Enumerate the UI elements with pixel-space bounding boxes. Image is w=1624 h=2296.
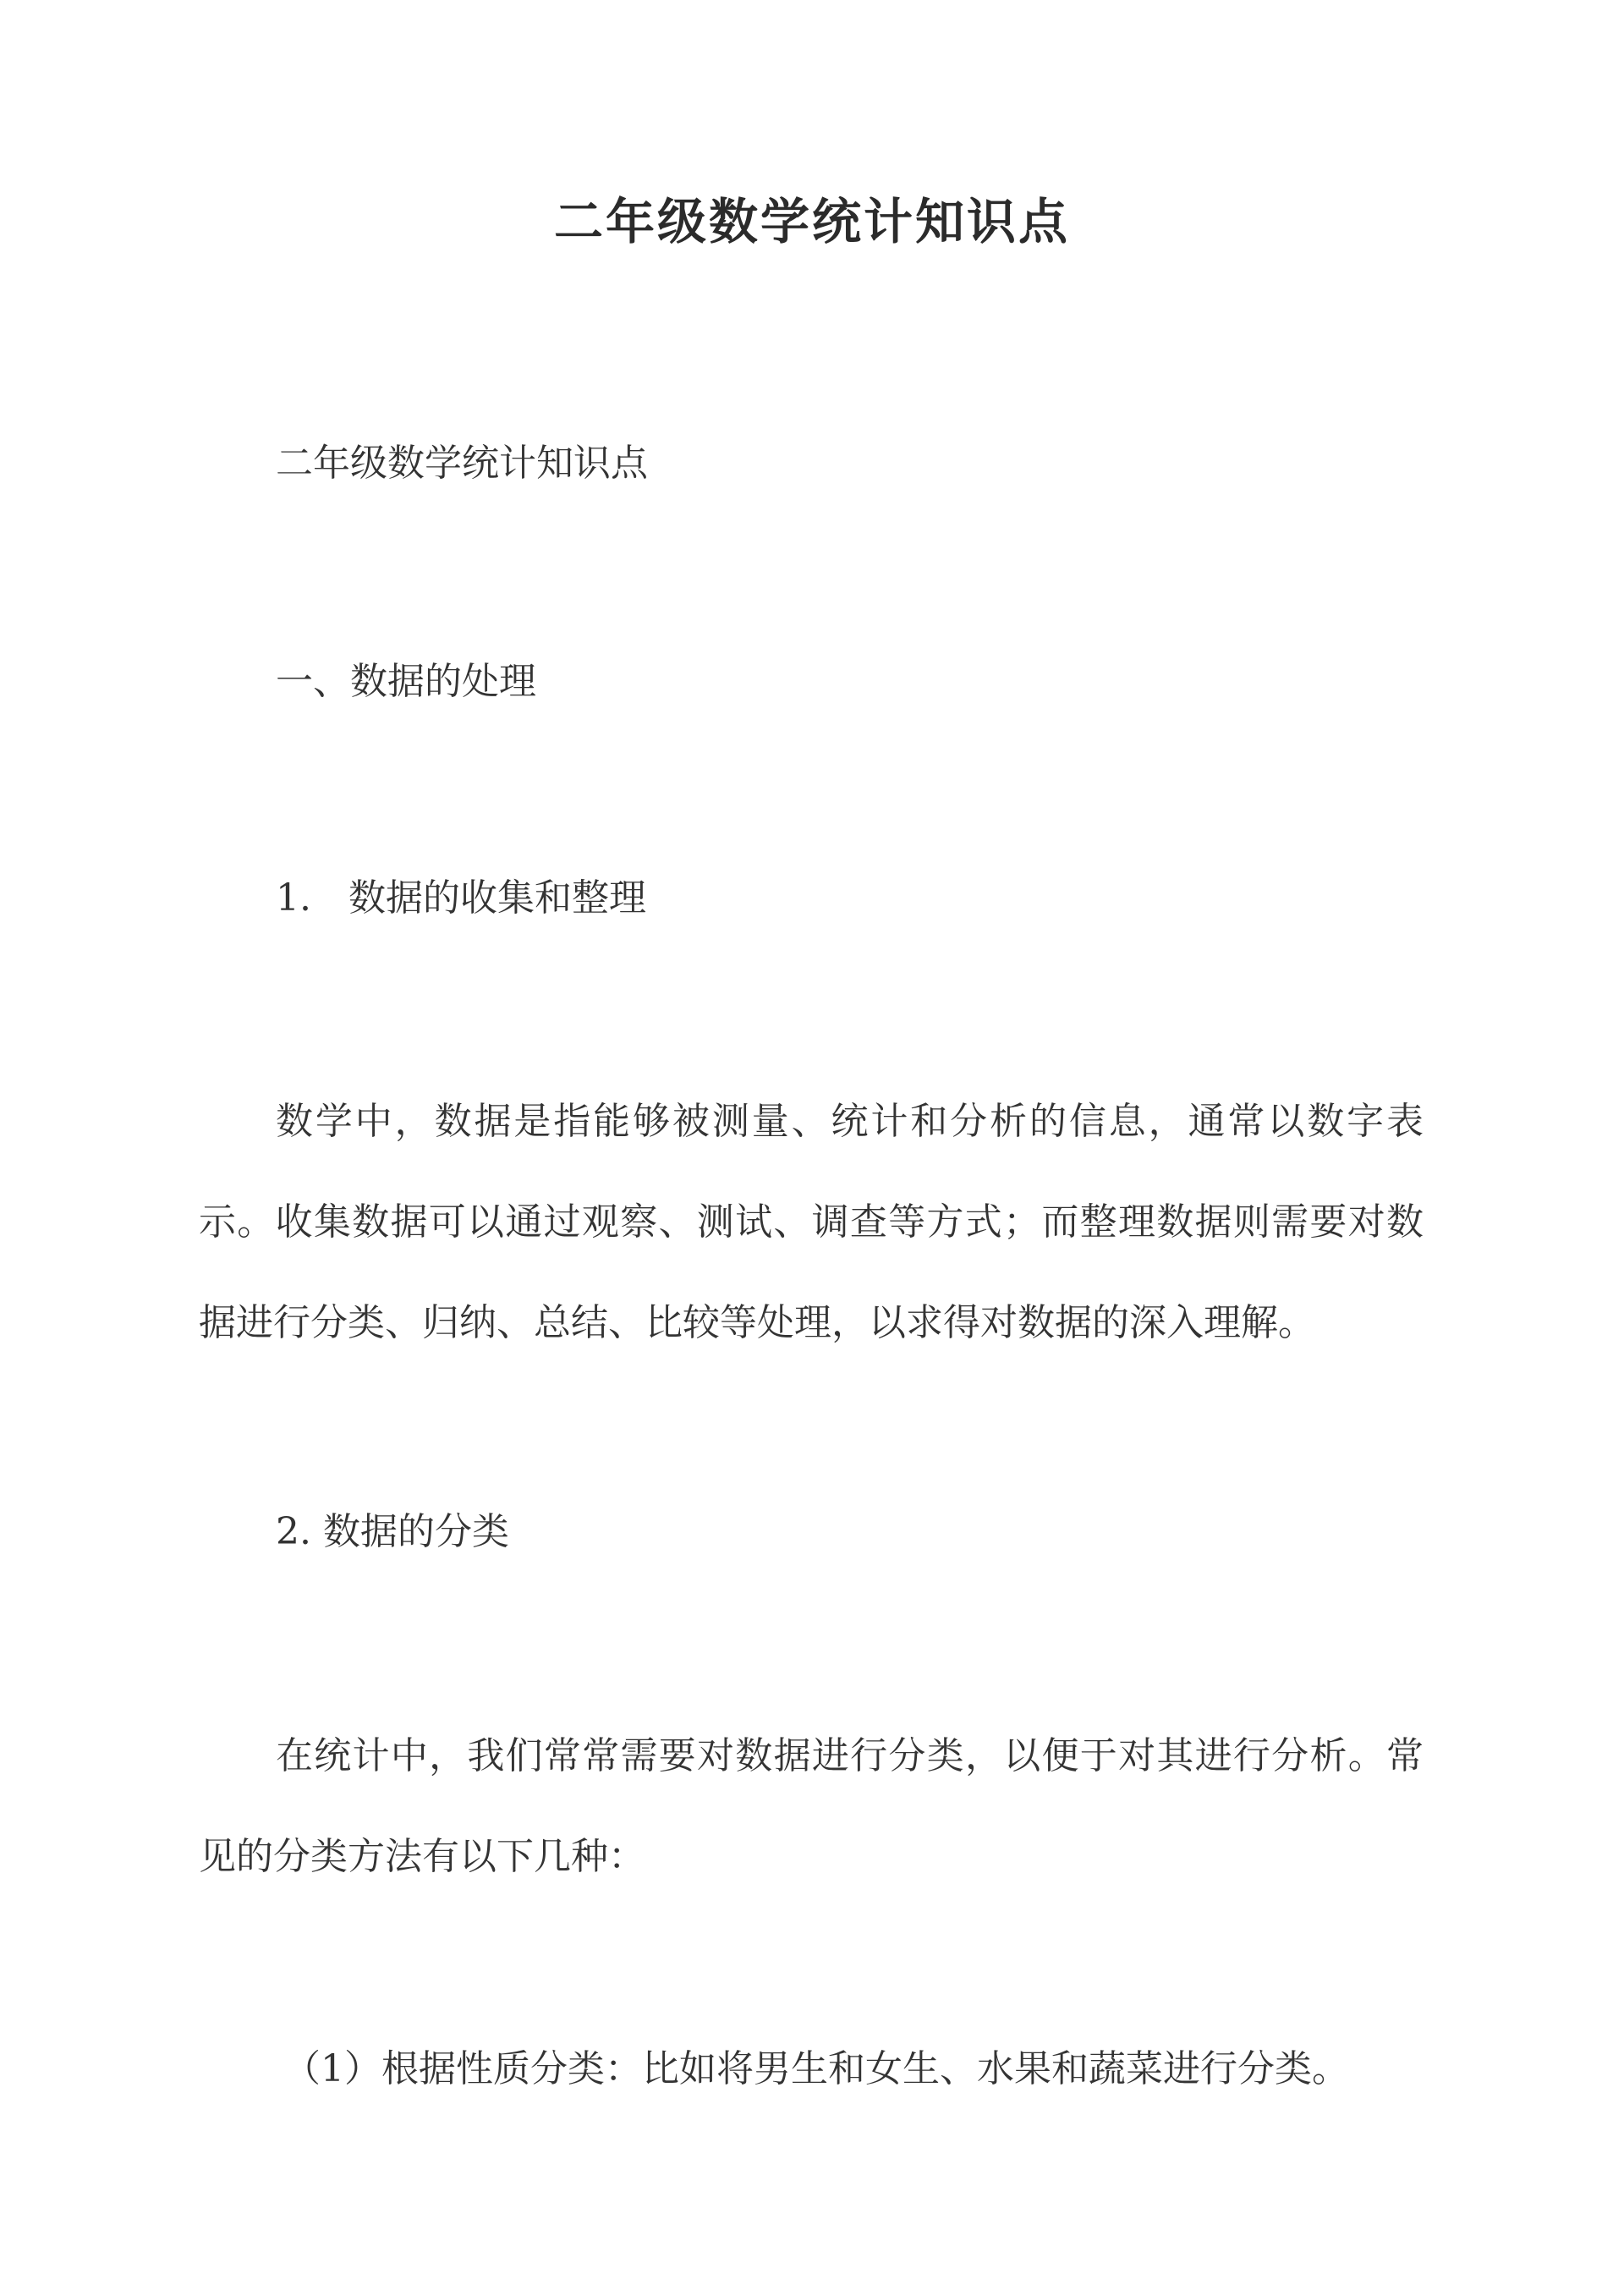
paragraph-classification: 在统计中，我们常常需要对数据进行分类，以便于对其进行分析。常见的分类方法有以下几种： [199, 1734, 1424, 1878]
subsection-heading-classification: 2. 数据的分类 [276, 1510, 509, 1553]
paragraph-collection: 数学中，数据是指能够被测量、统计和分析的信息，通常以数字表示。收集数据可以通过观察、测试、调查等方式；而整理数据则需要对数据进行分类、归纳、总结、比较等处理，以求得对数据的深入理解。 [199, 1100, 1424, 1344]
list-item: （1）根据性质分类：比如将男生和女生、水果和蔬菜进行分类。 [283, 2047, 1349, 2090]
section-heading-data-processing: 一、数据的处理 [276, 660, 536, 703]
document-subtitle: 二年级数学统计知识点 [276, 442, 648, 485]
subsection-heading-collection: 1. 数据的收集和整理 [276, 876, 646, 920]
document-title: 二年级数学统计知识点 [553, 193, 1070, 250]
